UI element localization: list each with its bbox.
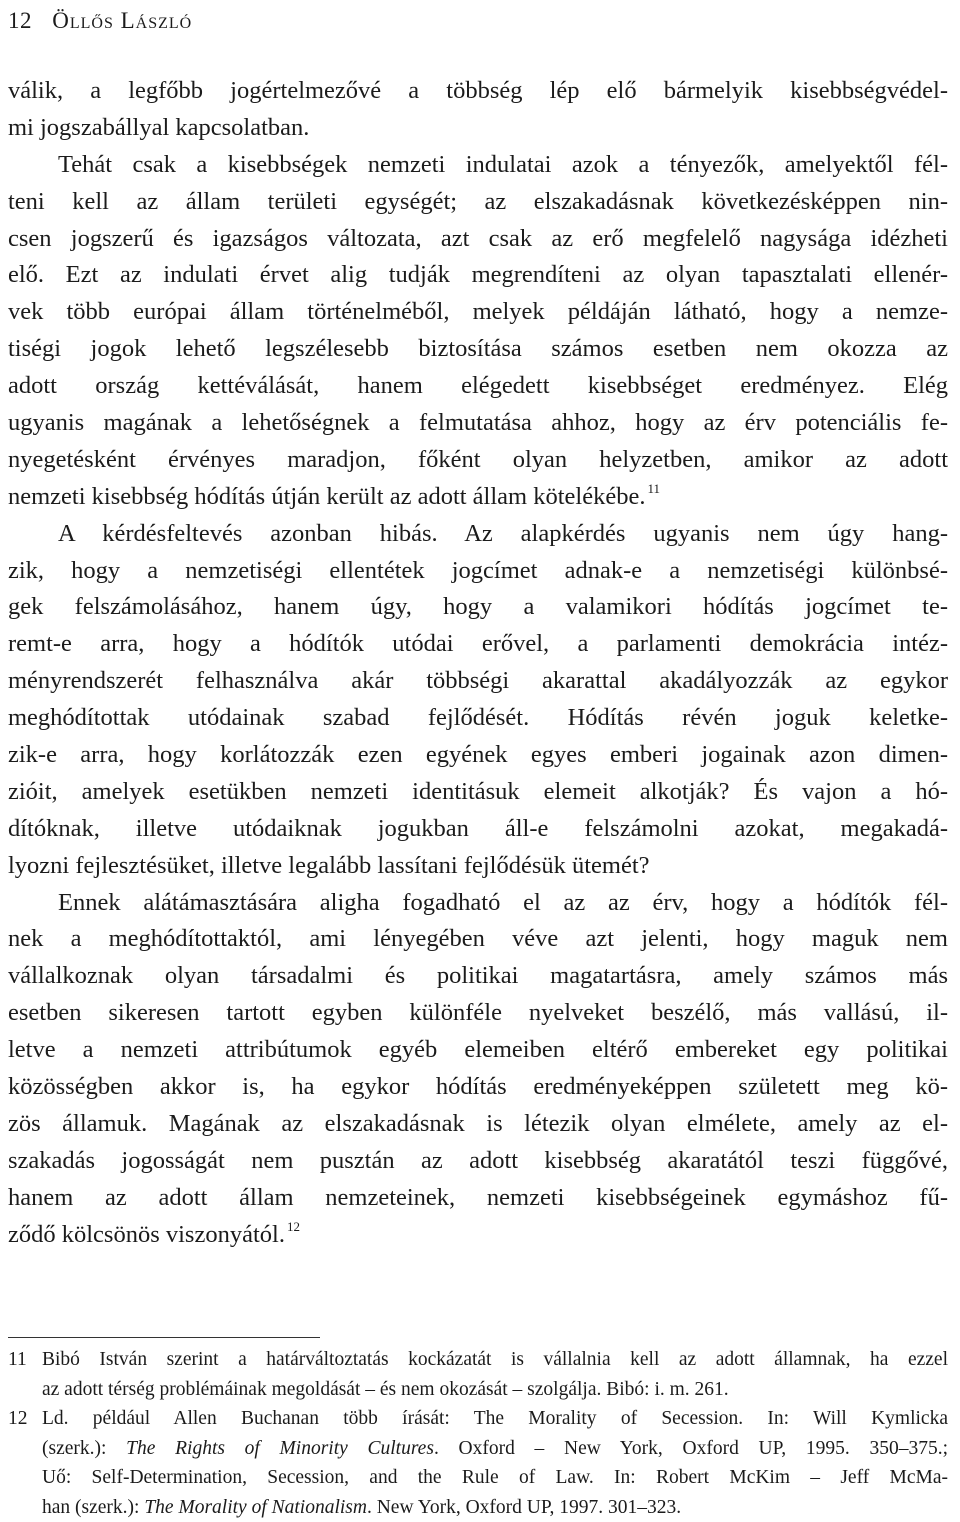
text-line: nyegetésként érvényes maradjon, főként olyan helyzetben, amikor az adott xyxy=(8,442,948,479)
book-title: The Morality of Nationalism xyxy=(144,1497,367,1518)
body-text xyxy=(8,73,948,1254)
footnote-11 xyxy=(8,1345,948,1404)
text-line: lyozni fejlesztésüket, illetve legalább lassítani fejlődésük ütemét? xyxy=(8,848,948,885)
text-line: ményrendszerét felhasználva akár többségi akarattal akadályozzák az egykor xyxy=(8,663,948,700)
text-line-with-ref xyxy=(8,1217,948,1254)
footnote-line xyxy=(8,1434,948,1464)
text-line: tiségi jogok lehető legszélesebb biztosítása számos esetben nem okozza az xyxy=(8,331,948,368)
text-line-content: ződő kölcsönös viszonyától. xyxy=(8,1221,285,1248)
text-line: elő. Ezt az indulati érvet alig tudják megrendíteni az olyan tapasztalati ellenér- xyxy=(8,257,948,294)
text-line: szakadás jogosságát nem pusztán az adott kisebbség akaratától teszi függővé, xyxy=(8,1143,948,1180)
text-line: vek több európai állam történelméből, melyek példáján látható, hogy a nemze- xyxy=(8,294,948,331)
footnote-text: (szerk.): xyxy=(42,1438,106,1459)
footnote-12 xyxy=(8,1404,948,1522)
text-line: letve a nemzeti attribútumok egyéb elemeiben eltérő embereket egy politikai xyxy=(8,1032,948,1069)
text-line: ugyanis magának a lehetőségnek a felmutatása ahhoz, hogy az érv potenciális fe- xyxy=(8,405,948,442)
text-line: dítóknak, illetve utódaiknak jogukban áll-e felszámolni azokat, megakadá- xyxy=(8,811,948,848)
footnote-line: Bibó István szerint a határváltoztatás kockázatát is vállalnia kell az adott államnak, ha ezzel xyxy=(8,1345,948,1375)
text-line: zióit, amelyek esetükben nemzeti identitásuk elemeit alkotják? És vajon a hó- xyxy=(8,774,948,811)
text-line: válik, a legfőbb jogértelmezővé a többség lép elő bármelyik kisebbségvédel- xyxy=(8,73,948,110)
text-line: nek a meghódítottaktól, ami lényegében véve azt jelenti, hogy maguk nem xyxy=(8,921,948,958)
text-line: Tehát csak a kisebbségek nemzeti indulatai azok a tényezők, amelyektől fél- xyxy=(8,147,948,184)
text-line: A kérdésfeltevés azonban hibás. Az alapkérdés ugyanis nem úgy hang- xyxy=(8,516,948,553)
text-line: közösségben akkor is, ha egykor hódítás eredményeképpen született meg kö- xyxy=(8,1069,948,1106)
footnote-line xyxy=(8,1493,948,1522)
page-number: 12 xyxy=(8,8,32,33)
text-line-with-ref xyxy=(8,479,948,516)
text-line: zik-e arra, hogy korlátozzák ezen egyének egyes emberi jogainak azon dimen- xyxy=(8,737,948,774)
text-line: meghódítottak utódainak szabad fejlődését. Hódítás révén joguk keletke- xyxy=(8,700,948,737)
footnote-text: . New York, Oxford UP, 1997. 301–323. xyxy=(367,1497,681,1518)
footnote-ref-11: 11 xyxy=(647,481,660,496)
footnote-text: han (szerk.): xyxy=(42,1497,139,1518)
text-line: teni kell az állam területi egységét; az elszakadásnak következésképpen nin- xyxy=(8,184,948,221)
book-title: The Rights of Minority Cultures xyxy=(126,1438,434,1459)
footnotes xyxy=(8,1345,948,1522)
footnote-number: 12 xyxy=(8,1404,38,1434)
text-line: vállalkoznak olyan társadalmi és politikai magatartásra, amely számos más xyxy=(8,958,948,995)
text-line: gek felszámolásához, hanem úgy, hogy a valamikori hódítás jogcímet te- xyxy=(8,589,948,626)
footnote-text: . Oxford – New York, Oxford UP, 1995. 350–375.; xyxy=(434,1438,948,1459)
text-line: Ennek alátámasztására aligha fogadható el az az érv, hogy a hódítók fél- xyxy=(8,885,948,922)
running-author: Öllős László xyxy=(52,8,192,33)
footnote-separator xyxy=(8,1337,320,1338)
footnote-number: 11 xyxy=(8,1345,38,1375)
text-line: remt-e arra, hogy a hódítók utódai erővel, a parlamenti demokrácia intéz- xyxy=(8,626,948,663)
text-line: hanem az adott állam nemzeteinek, nemzeti kisebbségeinek egymáshoz fű- xyxy=(8,1180,948,1217)
text-line: csen jogszerű és igazságos változata, azt csak az erő megfelelő nagysága idézheti xyxy=(8,221,948,258)
text-line-content: nemzeti kisebbség hódítás útján került az adott állam kötelékébe. xyxy=(8,483,645,510)
text-line: zös államuk. Magának az elszakadásnak is létezik olyan elmélete, amely az el- xyxy=(8,1106,948,1143)
footnote-line: Uő: Self-Determination, Secession, and the Rule of Law. In: Robert McKim – Jeff McMa- xyxy=(8,1463,948,1493)
footnote-ref-12: 12 xyxy=(287,1219,300,1234)
footnote-line: az adott térség problémáinak megoldását – és nem okozását – szolgálja. Bibó: i. m. 261. xyxy=(8,1375,948,1405)
text-line: zik, hogy a nemzetiségi ellentétek jogcímet adnak-e a nemzetiségi különbsé- xyxy=(8,553,948,590)
text-line: adott ország kettéválását, hanem elégedett kisebbséget eredményez. Elég xyxy=(8,368,948,405)
text-line: mi jogszabállyal kapcsolatban. xyxy=(8,110,948,147)
text-line: esetben sikeresen tartott egyben különféle nyelveket beszélő, más vallású, il- xyxy=(8,995,948,1032)
footnote-line: Ld. például Allen Buchanan több írását: The Morality of Secession. In: Will Kymlicka xyxy=(8,1404,948,1434)
running-header xyxy=(8,4,192,38)
